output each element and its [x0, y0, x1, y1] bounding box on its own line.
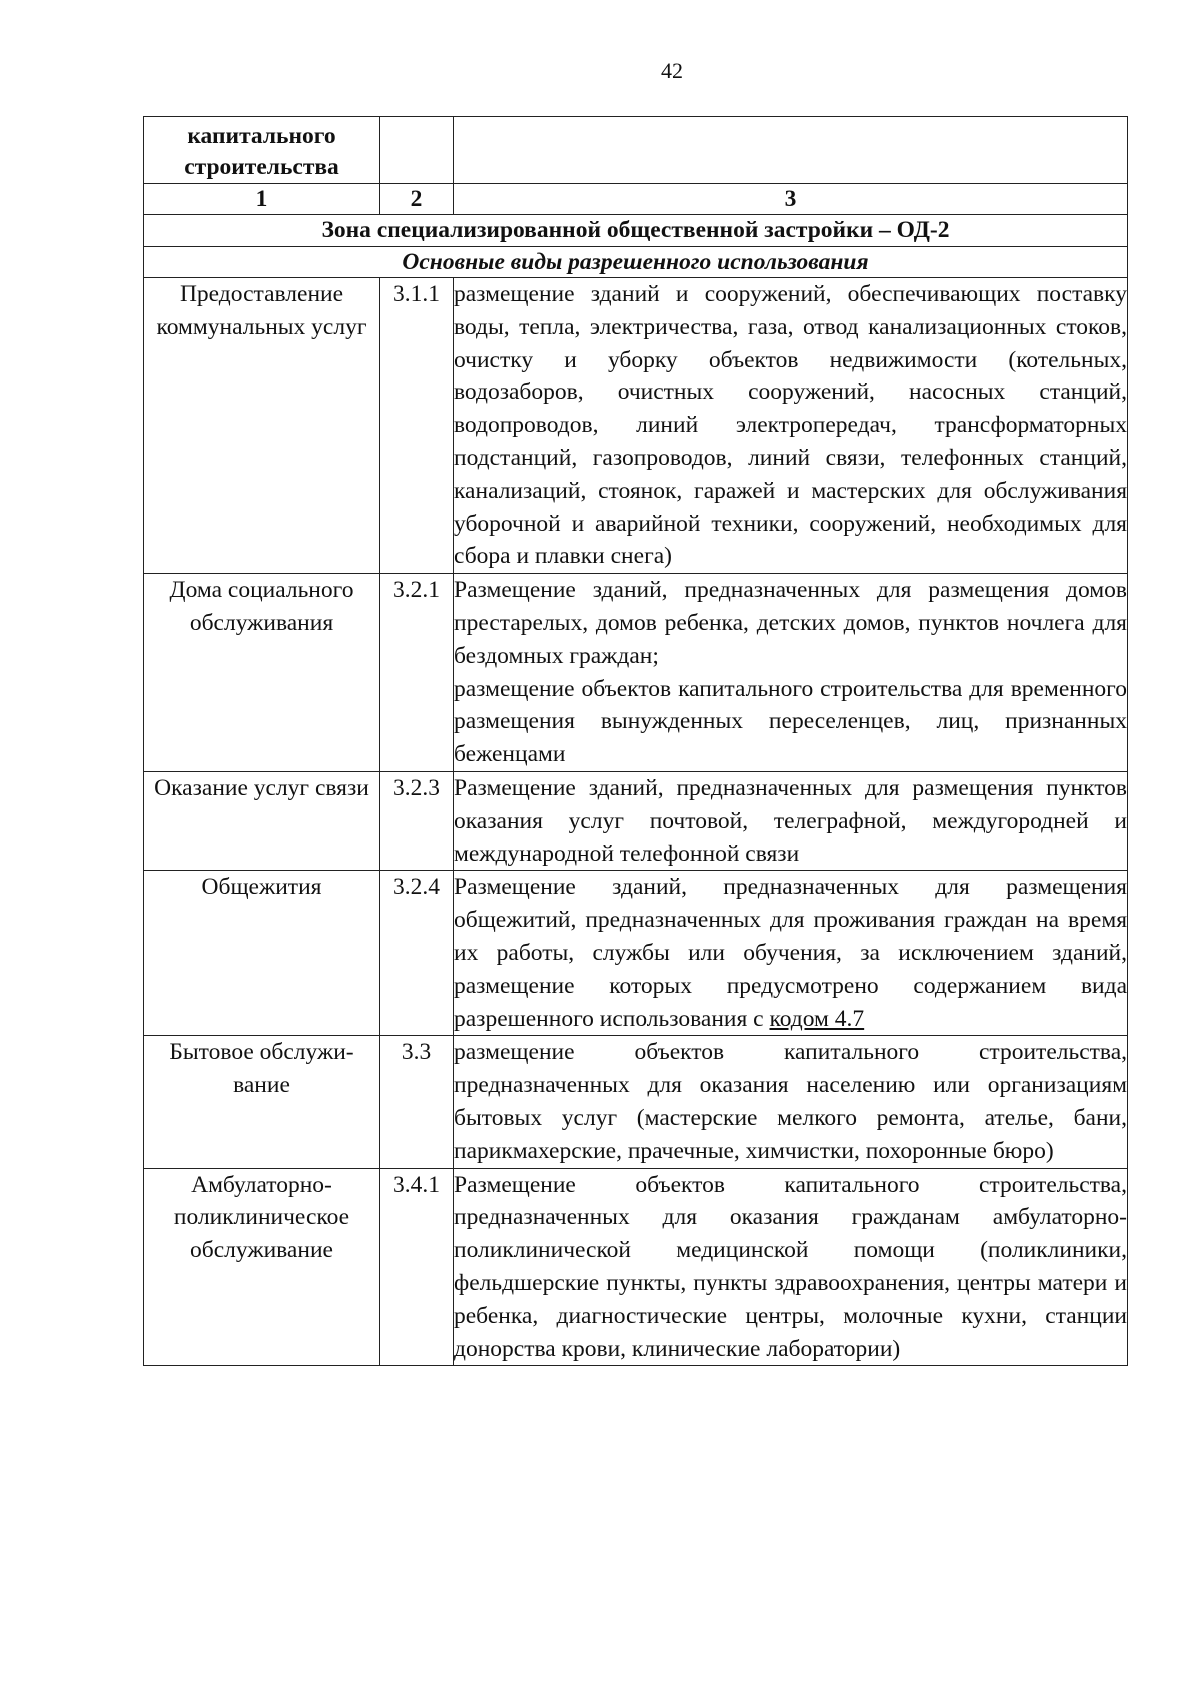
use-description: [454, 574, 1128, 772]
use-name: Оказание услуг связи: [144, 771, 380, 870]
use-code: 3.4.1: [380, 1168, 454, 1366]
description-paragraph: Размещение объектов капитального строительства, предназначенных для оказания гражданам амбулаторно-поликлинической медицинской помощи (поликлиники, фельдшерские пункты, пункты здравоохранения, центры матери и ребенка, диагностические центры, молочные кухни, станции донорства крови, клинические лаборатории): [454, 1171, 1127, 1362]
use-code: 3.1.1: [380, 278, 454, 574]
column-number-1: 1: [144, 184, 380, 215]
use-description: [454, 278, 1128, 574]
header-col3: [454, 117, 1128, 184]
table-row: [144, 771, 1128, 870]
use-name: Амбулаторно-поликлиническое обслуживание: [144, 1168, 380, 1366]
use-name: Предоставление коммунальных услуг: [144, 278, 380, 574]
table-row: [144, 278, 1128, 574]
code-4-7-link[interactable]: кодом 4.7: [769, 1005, 865, 1032]
use-description: [454, 1168, 1128, 1366]
column-number-2: 2: [380, 184, 454, 215]
use-code: 3.2.3: [380, 771, 454, 870]
use-description: [454, 871, 1128, 1036]
description-paragraph: размещение зданий и сооружений, обеспечивающих поставку воды, тепла, электричества, газа, отвод канализационных стоков, очистку и уборку объектов недвижимости (котельных, водозаборов, очистных сооружений, насосных станций, водопроводов, линий электропередач, трансформаторных подстанций, газопроводов, линий связи, телефонных станций, канализаций, стоянок, гаражей и мастерских для обслуживания уборочной и аварийной техники, сооружений, необходимых для сбора и плавки снега): [454, 281, 1127, 570]
description-paragraph: размещение объектов капитального строительства, предназначенных для оказания населению или организациям бытовых услуг (мастерские мелкого ремонта, ателье, бани, парикмахерские, прачечные, химчистки, похоронные бюро): [454, 1039, 1127, 1164]
use-code: 3.2.1: [380, 574, 454, 772]
header-col1-text: капитального строительства: [184, 123, 339, 180]
use-name: Общежития: [144, 871, 380, 1036]
column-number-3: 3: [454, 184, 1128, 215]
column-numbers-row: [144, 184, 1128, 215]
description-paragraph: Размещение зданий, предназначенных для размещения пунктов оказания услуг почтовой, телеграфной, междугородней и международной телефонной связи: [454, 774, 1127, 867]
description-paragraph: [454, 871, 1127, 1035]
table-row: [144, 871, 1128, 1036]
header-col2: [380, 117, 454, 184]
use-name: Бытовое обслужи-вание: [144, 1036, 380, 1168]
description-paragraph: размещение объектов капитального строительства для временного размещения вынужденных переселенцев, лиц, признанных беженцами: [454, 675, 1127, 768]
table-header-row: [144, 117, 1128, 184]
zone-title: Зона специализированной общественной застройки – ОД-2: [144, 215, 1128, 247]
use-description: [454, 1036, 1128, 1168]
table-row: [144, 1168, 1128, 1366]
use-code: 3.3: [380, 1036, 454, 1168]
page-number: 42: [661, 58, 683, 83]
header-col1: [144, 117, 380, 184]
table-row: [144, 574, 1128, 772]
description-paragraph: Размещение зданий, предназначенных для размещения домов престарелых, домов ребенка, детских домов, пунктов ночлега для бездомных граждан;: [454, 577, 1127, 669]
section-title: Основные виды разрешенного использования: [144, 247, 1128, 278]
land-use-table: [143, 116, 1128, 1366]
table-row: [144, 1036, 1128, 1168]
use-code: 3.2.4: [380, 871, 454, 1036]
use-name: Дома социального обслуживания: [144, 574, 380, 772]
section-title-row: [144, 247, 1128, 278]
zone-title-row: [144, 215, 1128, 247]
use-description: [454, 771, 1128, 870]
description-text: Размещение зданий, предназначенных для размещения общежитий, предназначенных для проживания граждан на время их работы, службы или обучения, за исключением зданий, размещение которых предусмотрено содержанием вида разрешенного использования с: [454, 874, 1127, 1032]
